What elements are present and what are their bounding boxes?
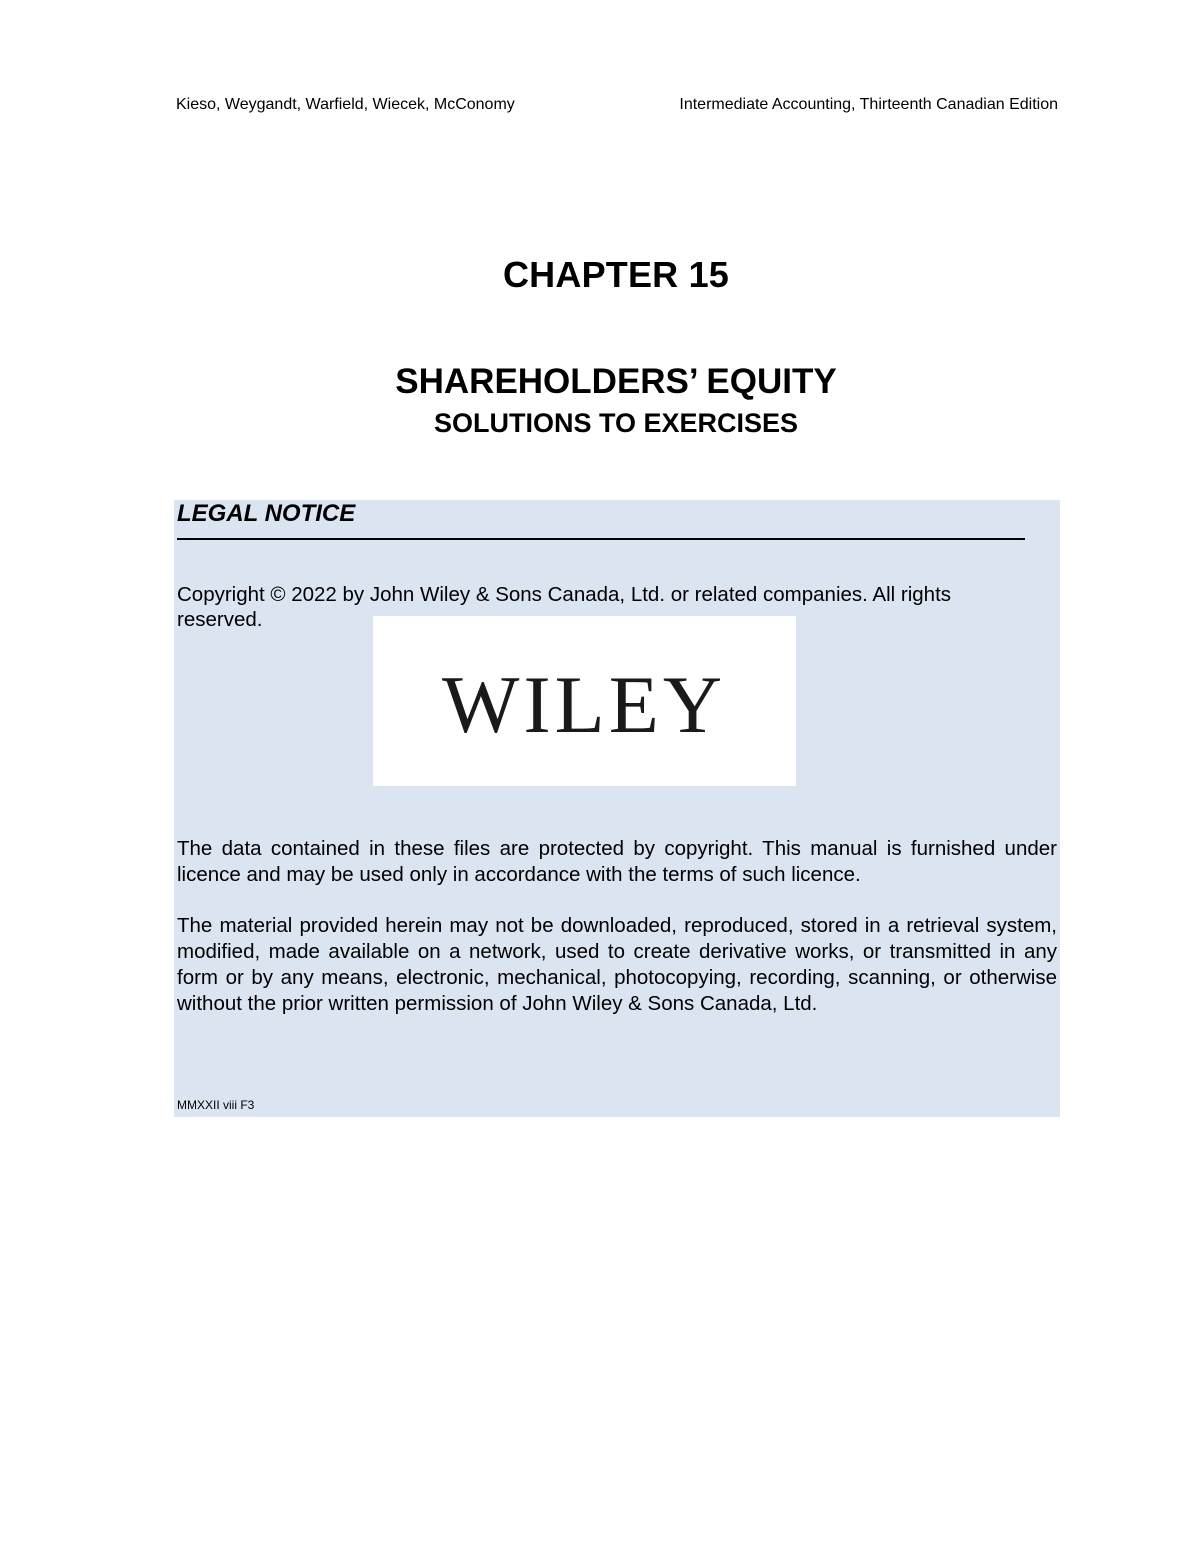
copyright-statement: Copyright © 2022 by John Wiley & Sons Canada, Ltd. or related companies. All rights reserved. (177, 583, 952, 631)
running-header (176, 96, 1060, 118)
document-code: MMXXII viii F3 (177, 1098, 255, 1112)
licence-paragraph: The data contained in these files are protected by copyright. This manual is furnished under licence and may be used only in accordance with the terms of such licence. (177, 837, 1057, 886)
wiley-logo-text: WILEY (441, 659, 727, 750)
wiley-logo (373, 616, 796, 786)
header-authors: Kieso, Weygandt, Warfield, Wiecek, McConomy (176, 96, 515, 113)
chapter-title: SHAREHOLDERS’ EQUITY (395, 362, 837, 401)
legal-notice-box (174, 500, 1060, 1117)
chapter-subtitle: SOLUTIONS TO EXERCISES (433, 408, 799, 438)
restrictions-paragraph: The material provided herein may not be downloaded, reproduced, stored in a retrieval system, modified, made available on a network, used to create derivative works, or transmitted in any form or by any means, electronic, mechanical, photocopying, recording, scanning, or otherwise without the prior written permission of John Wiley & Sons Canada, Ltd. (177, 914, 1057, 1015)
legal-notice-heading: LEGAL NOTICE (177, 500, 356, 527)
wiley-logo-svg (373, 616, 796, 786)
header-book-title: Intermediate Accounting, Thirteenth Canadian Edition (679, 96, 1058, 113)
chapter-number: CHAPTER 15 (502, 254, 730, 295)
heading-underline (177, 538, 1025, 540)
